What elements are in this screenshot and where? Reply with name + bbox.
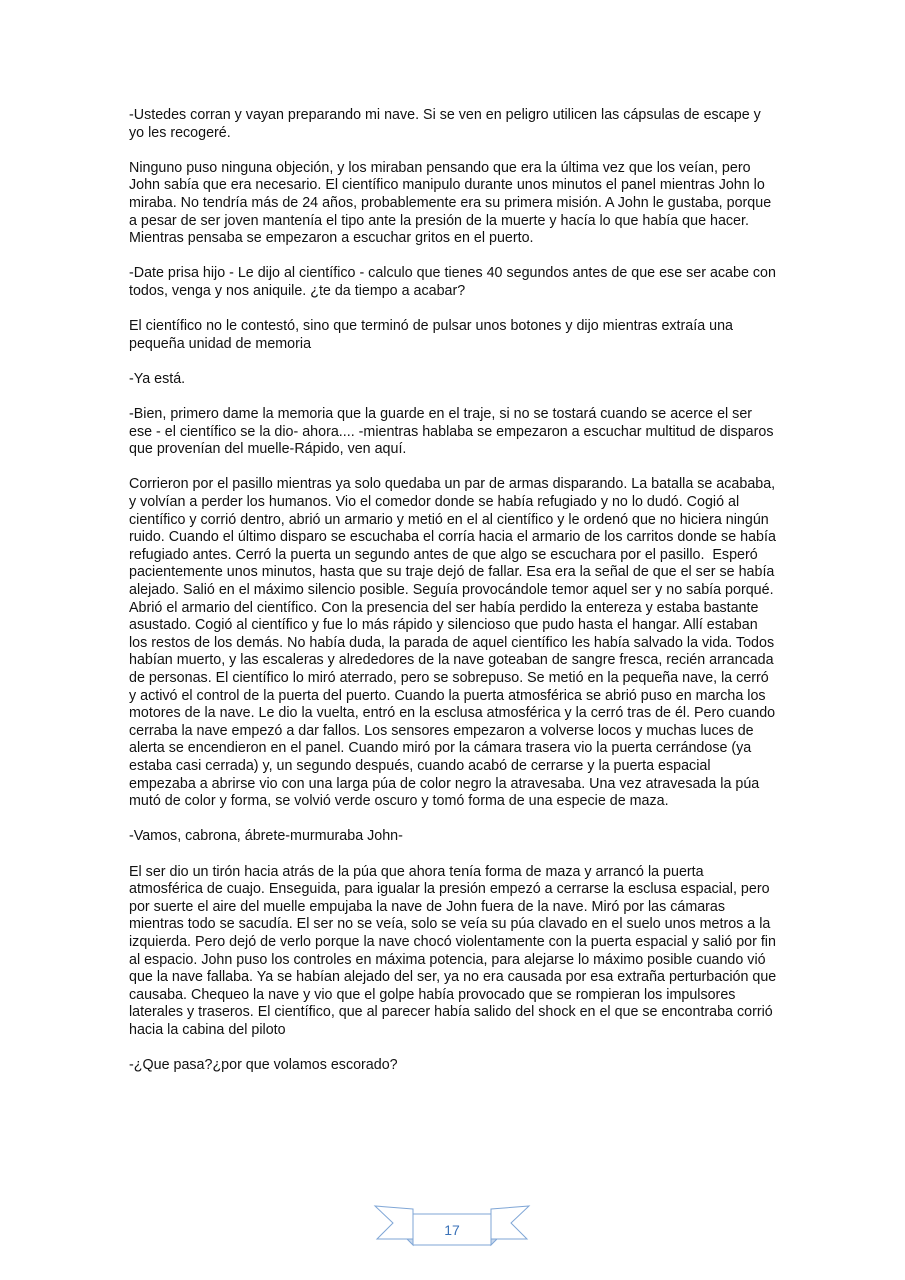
paragraph-2: Ninguno puso ninguna objeción, y los miraban pensando que era la última vez que los veían, pero John sabía que era necesario. El científico manipulo durante unos minutos el panel mientras John lo miraba. No tendría más de 24 años, probablemente era su primera misión. A John le gustaba, porque a pesar de ser joven mantenía el tipo ante la presión de la muerte y hacía lo que había que hacer. Mientras pensaba se empezaron a escuchar gritos en el puerto. bbox=[129, 159, 776, 247]
paragraph-1: -Ustedes corran y vayan preparando mi nave. Si se ven en peligro utilicen las cápsulas de escape y yo les recogeré. bbox=[129, 107, 765, 141]
paragraph-10: -¿Que pasa?¿por que volamos escorado? bbox=[129, 1057, 398, 1074]
paragraph-5: -Ya está. bbox=[129, 370, 186, 387]
document-body bbox=[129, 107, 781, 1092]
ribbon-right-tail bbox=[491, 1206, 529, 1239]
paragraph-7: Corrieron por el pasillo mientras ya solo quedaba un par de armas disparando. La batalla se acababa, y volvían a perder los humanos. Vio el comedor donde se había refugiado y no lo dudó. Cogió al científico y corrió dentro, abrió un armario y metió en el al científico y le ordenó que no hiciera ningún ruido. Cuando el último disparo se escuchaba el corría hacia el armario de los carritos donde se había refugiado antes. Cerró la puerta un segundo antes de que algo se escuchara por el pasillo. Esperó pacientemente unos minutos, hasta que su traje dejó de fallar. Esa era la señal de que el ser se había alejado. Salió en el máximo silencio posible. Seguía provocándole temor aquel ser y no sabía porqué. Abrió el armario del científico. Con la presencia del ser había perdido la entereza y estaba bastante asustado. Cogió al científico y fue lo más rápido y silencioso que pudo hasta el hangar. Allí estaban los restos de los demás. No había duda, la parada de aquel científico les había salvado la vida. Todos habían muerto, y las escaleras y alrededores de la nave goteaban de sangre fresca, recién arrancada de personas. El científico lo miró aterrado, pero se sobrepuso. Se metió en la pequeña nave, la cerró y activó el control de la puerta del puerto. Cuando la puerta atmosférica se abrió puso en marcha los motores de la nave. Le dio la vuelta, entró en la esclusa atmosférica y la cerró tras de él. Pero cuando cerraba la nave empezó a dar fallos. Los sensores empezaron a volverse locos y muchas luces de alerta se encendieron en el panel. Cuando miró por la cámara trasera vio la puerta cerrándose (ya estaba casi cerrada) y, un segundo después, cuando acabó de cerrarse y la puerta espacial empezaba a abrirse vio con una larga púa de color negro la atravesaba. Una vez atravesada la púa mutó de color y forma, se volvió verde oscuro y tomó forma de una especie de maza. bbox=[129, 476, 780, 810]
paragraph-8: -Vamos, cabrona, ábrete-murmuraba John- bbox=[129, 828, 403, 845]
ribbon-right-fold bbox=[491, 1239, 497, 1245]
paragraph-3: -Date prisa hijo - Le dijo al científico - calculo que tienes 40 segundos antes de que ese ser acabe con todos, venga y nos aniquile. ¿te da tiempo a acabar? bbox=[129, 265, 780, 299]
ribbon-left-tail bbox=[375, 1206, 413, 1239]
paragraph-6: -Bien, primero dame la memoria que la guarde en el traje, si no se tostará cuando se acerce el ser ese - el científico se la dio- ahora.... -mientras hablaba se empezaron a escuchar multitud de disparos que provenían del muelle-Rápido, ven aquí. bbox=[129, 406, 778, 458]
paragraph-4: El científico no le contestó, sino que terminó de pulsar unos botones y dijo mientras extraía una pequeña unidad de memoria bbox=[129, 318, 737, 352]
paragraph-9: El ser dio un tirón hacia atrás de la púa que ahora tenía forma de maza y arrancó la puerta atmosférica de cuajo. Enseguida, para igualar la presión empezó a cerrarse la esclusa espacial, pero por suerte el aire del muelle empujaba la nave de John fuera de la nave. Miró por las cámaras mientras todo se sacudía. El ser no se veía, solo se veía su púa clavado en el suelo unos metros a la izquierda. Pero dejó de verlo porque la nave chocó violentamente con la puerta espacial y salió por fin al espacio. John puso los controles en máxima potencia, para alejarse lo máximo posible cuando vió que la nave fallaba. Ya se habían alejado del ser, ya no era causada por esa extraña perturbación que causaba. Chequeo la nave y vio que el golpe había provocado que se rompieran los impulsores laterales y traseros. El científico, que al parecer había salido del shock en el que se encontraba corrió hacia la cabina del piloto bbox=[129, 863, 781, 1038]
page-number: 17 bbox=[444, 1222, 460, 1238]
